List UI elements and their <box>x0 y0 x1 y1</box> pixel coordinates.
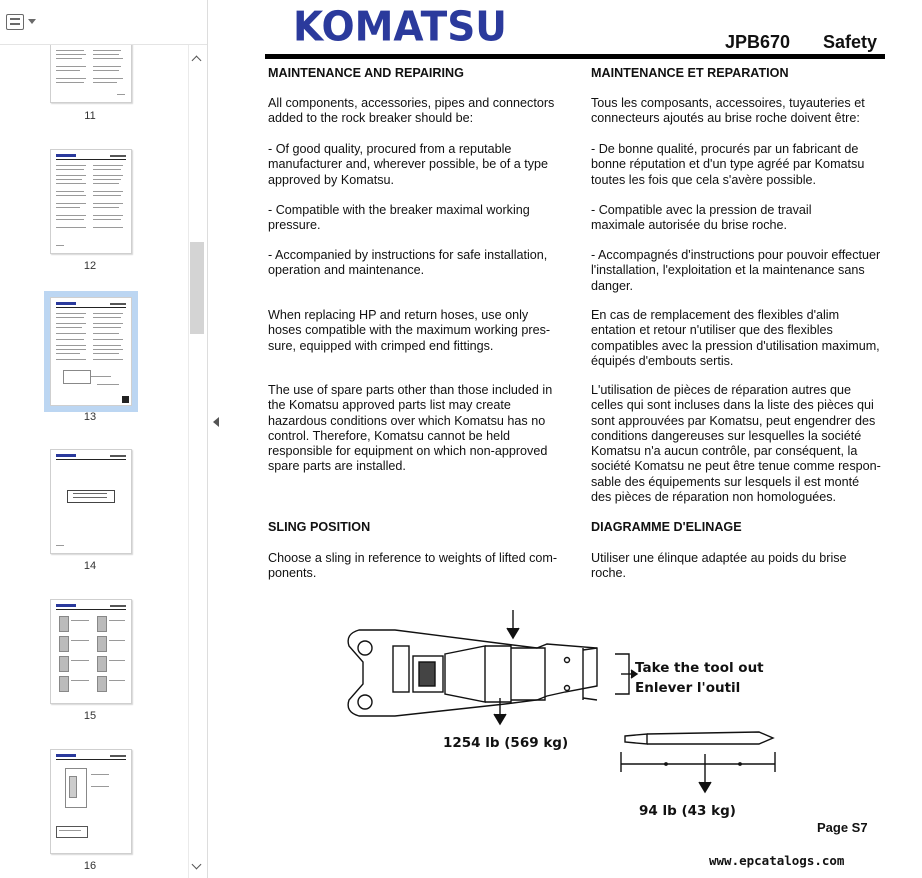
paragraph: - De bonne qualité, procurés par un fabricant de bonne réputation et d'un type agréé par Komatsu toutes les fois que cela s'avère possible. <box>591 142 865 187</box>
paragraph: L'utilisation de pièces de réparation autres que celles qui sont incluses dans la liste des pièces qui sont approuvées par Komatsu, peut engendrer des conditions dangereuses sur lesquelles la société Komatsu n'a aucun contrôle, par conséquent, la société Komatsu ne peut être tenue comme respon- sable des équipements sur lesquels il est monté des pièces de réparation non homologuées. <box>591 383 881 505</box>
paragraph: All components, accessories, pipes and connectors added to the rock breaker should be: <box>268 96 555 126</box>
paragraph: - Compatible avec la pression de travail maximale autorisée du brise roche. <box>591 203 812 233</box>
page-number-label: 11 <box>84 110 96 122</box>
sidebar-toolbar <box>0 0 207 45</box>
document-model: JPB670 <box>725 32 791 52</box>
paragraph: En cas de remplacement des flexibles d'alim entation et retour n'utiliser que des flexibles compatibles avec la pression d'utilisation maximum, équipés d'embouts sertis. <box>591 308 880 368</box>
paragraph: - Accompanied by instructions for safe installation, operation and maintenance. <box>268 248 548 278</box>
paragraph: The use of spare parts other than those included in the Komatsu approved parts list may create hazardous conditions over which Komatsu has no control. Therefore, Komatsu cannot be held responsible for equipment on which non-approved spare parts are installed. <box>268 383 553 474</box>
page-number-label: 14 <box>83 560 97 572</box>
page-number-label: 13 <box>83 411 97 423</box>
heading-maintenance: MAINTENANCE AND REPAIRING <box>268 66 464 80</box>
page-thumbnail-15[interactable] <box>50 599 132 704</box>
breaker-illustration <box>335 604 895 824</box>
page-number-label: 15 <box>83 710 97 722</box>
scroll-up-icon[interactable] <box>192 56 202 66</box>
header-divider <box>265 54 885 59</box>
thumbnail-view-icon <box>6 14 24 30</box>
chevron-down-icon <box>28 19 36 24</box>
page-thumbnail-11[interactable] <box>50 45 132 103</box>
take-tool-out-label: Take the tool out <box>635 660 764 676</box>
sidebar-collapse-splitter[interactable] <box>207 0 226 878</box>
paragraph: Utiliser une élinque adaptée au poids du brise roche. <box>591 551 847 581</box>
document-section: Safety <box>823 32 878 52</box>
sidebar-scrollbar[interactable] <box>188 45 206 878</box>
breaker-weight-label: 1254 lb (569 kg) <box>443 735 569 751</box>
scrollbar-thumb[interactable] <box>190 242 204 334</box>
komatsu-logo: KOMATSU <box>293 3 507 52</box>
page-number-label: 12 <box>83 260 97 272</box>
paragraph: - Accompagnés d'instructions pour pouvoir effectuer l'installation, l'exploitation et la maintenance sans danger. <box>591 248 881 293</box>
page-thumbnail-13[interactable] <box>50 297 132 406</box>
document-page <box>225 0 922 878</box>
collapse-left-icon[interactable] <box>213 417 219 427</box>
paragraph: - Compatible with the breaker maximal working pressure. <box>268 203 530 233</box>
thumbnail-options-button[interactable] <box>4 12 36 34</box>
page-number: Page S7 <box>817 820 868 835</box>
thumbnail-sidebar <box>0 0 207 878</box>
heading-maintenance-fr: MAINTENANCE ET REPARATION <box>591 66 789 80</box>
page-thumbnail-14[interactable] <box>50 449 132 554</box>
tool-weight-label: 94 lb (43 kg) <box>639 803 736 819</box>
scroll-down-icon[interactable] <box>192 860 202 870</box>
page-thumbnail-16[interactable] <box>50 749 132 854</box>
page-thumbnail-12[interactable] <box>50 149 132 254</box>
paragraph: Tous les composants, accessoires, tuyauteries et connecteurs ajoutés au brise roche doivent être: <box>591 96 865 126</box>
paragraph: When replacing HP and return hoses, use only hoses compatible with the maximum working pres- sure, equipped with crimped end fittings. <box>268 308 551 353</box>
heading-sling-position: SLING POSITION <box>268 520 371 534</box>
page-number-label: 16 <box>83 860 97 872</box>
paragraph: - Of good quality, procured from a reputable manufacturer and, wherever possible, be of a type approved by Komatsu. <box>268 142 549 187</box>
enlever-outil-label: Enlever l'outil <box>635 680 741 696</box>
paragraph: Choose a sling in reference to weights of lifted com- ponents. <box>268 551 558 581</box>
thumbnail-list <box>0 45 188 878</box>
watermark: www.epcatalogs.com <box>709 853 845 868</box>
sling-diagram <box>335 604 895 824</box>
heading-diagramme-elinage: DIAGRAMME D'ELINAGE <box>591 520 742 534</box>
